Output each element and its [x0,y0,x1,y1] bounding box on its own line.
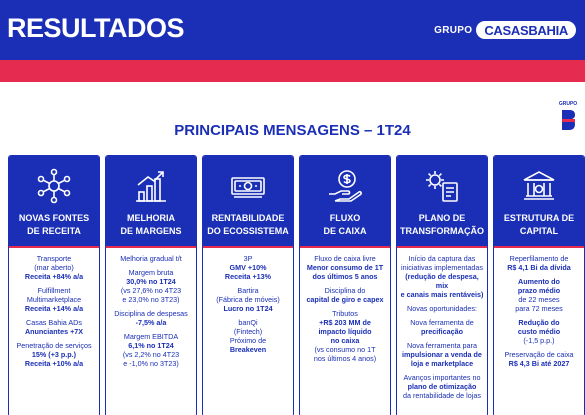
card-item-line: banQi [238,318,258,327]
card-item [12,254,96,281]
card-item-line: R$ 4,3 Bi até 2027 [508,359,570,368]
card-title-line: DE MARGENS [120,226,182,236]
card-divider [494,246,584,248]
card-item-line: (Fábrica de móveis) [216,295,280,304]
card-item [400,304,484,313]
card-item-line: Avanços importantes no [403,373,481,382]
card-item-line: custo médio [517,327,561,336]
card-title [203,212,293,238]
card-item [12,286,96,313]
gear-document-icon [424,168,460,204]
card-item [303,286,387,304]
card-item-line: Receita +84% a/a [24,272,84,281]
brand-logo [434,20,576,40]
card-item [109,254,193,263]
card-item-line: Margem bruta [128,268,174,277]
card-item-line: (Fintech) [233,327,263,336]
card-item [400,341,484,368]
card-body [109,254,193,373]
card-body [303,254,387,368]
card-title-line: CAPITAL [519,226,559,236]
card-item-line: Fluxo de caixa livre [314,254,376,263]
card-item-line: Anunciantes +7X [24,327,84,336]
brand-name: CASASBAHIA [484,22,568,38]
card-item-line: (vs consumo no 1T [314,345,376,354]
card-item [109,309,193,327]
card-item-line: Lucro no 1T24 [223,304,273,313]
card-item-line: e 23,0% no 3T23) [122,295,180,304]
card-item-line: 6,1% no 1T24 [128,341,174,350]
card-item [400,373,484,400]
card-header [106,156,196,246]
network-hub-icon [36,168,72,204]
banknote-icon [230,168,266,204]
card-item [303,254,387,281]
card-5 [396,155,488,415]
card-divider [300,246,390,248]
card-item-line: Aumento do [518,277,560,286]
card-title-line: NOVAS FONTES [18,213,90,223]
card-item-line: Nova ferramenta de [410,318,474,327]
card-item-line: R$ 4,1 Bi da dívida [507,263,571,272]
card-divider [106,246,196,248]
card-title-line: DO ECOSSISTEMA [207,226,289,236]
card-title-line: MELHORIA [127,213,175,223]
card-divider [9,246,99,248]
card-item [12,318,96,336]
bar-chart-growth-icon [133,168,169,204]
card-item-line: 30,0% no 1T24 [126,277,176,286]
card-item-line: Menor consumo de 1T [306,263,384,272]
card-item-line: Fulfillment [37,286,71,295]
card-item-line: Margem EBITDA [123,332,179,341]
card-title-line: TRANSFORMAÇÃO [400,226,484,236]
card-item-line: Nova ferramenta para [407,341,477,350]
card-title [397,212,487,238]
card-title-line: DE RECEITA [27,226,81,236]
card-item-line: Redução do [518,318,560,327]
card-title-line: ESTRUTURA DE [503,213,575,223]
accent-band [0,60,585,82]
card-item-line: loja e marketplace [410,359,474,368]
card-title [494,212,584,238]
card-item-line: impulsionar a venda de [402,350,482,359]
card-item-line: da rentabilidade de lojas [403,391,481,400]
card-item-line: (vs 2,2% no 4T23 [122,350,180,359]
card-header [300,156,390,246]
card-item-line: Reperfilamento de [509,254,569,263]
header-bar [0,0,585,60]
card-item-line: Multimarketplace [26,295,82,304]
card-2 [105,155,197,415]
brand-prefix: GRUPO [434,24,473,36]
card-item-line: 15% (+3 p.p.) [31,350,77,359]
card-header [494,156,584,246]
card-item-line: precificação [421,327,463,336]
card-item-line: dos últimos 5 anos [312,272,378,281]
card-item-line: Disciplina do [324,286,366,295]
card-item [12,341,96,368]
card-item-line: Disciplina de despesas [114,309,188,318]
card-item-line: impacto líquido [318,327,372,336]
card-item-line: (-1,5 p.p.) [523,336,555,345]
card-item-line: +R$ 203 MM de [319,318,371,327]
card-4 [299,155,391,415]
card-divider [397,246,487,248]
card-item-line: capital de giro e capex [306,295,384,304]
card-item-line: Transporte [36,254,72,263]
card-1 [8,155,100,415]
card-item-line: Início da captura das [408,254,476,263]
card-divider [203,246,293,248]
card-item-line: de 22 meses [518,295,560,304]
card-item-line: (redução de despesa, mix [405,272,479,290]
card-item-line: para 72 meses [515,304,563,313]
card-body [497,254,581,373]
card-item [497,254,581,272]
card-item-line: GMV +10% [229,263,267,272]
card-item [206,286,290,313]
card-item [497,277,581,313]
card-item [206,318,290,354]
card-body [206,254,290,359]
card-title-line: DE CAIXA [323,226,367,236]
card-item-line: Melhoria gradual t/t [120,254,182,263]
card-body [400,254,484,405]
card-title-line: PLANO DE [418,213,466,223]
building-bank-icon [521,168,557,204]
card-item [109,332,193,368]
card-item-line: prazo médio [517,286,561,295]
card-title-line: FLUXO [329,213,361,223]
card-item [497,318,581,345]
card-title [300,212,390,238]
card-title [9,212,99,238]
side-logo-label: GRUPO [558,101,578,107]
card-header [9,156,99,246]
card-item-line: Breakeven [229,345,267,354]
card-header [203,156,293,246]
card-item-line: Penetração de serviços [16,341,92,350]
card-item-line: Próximo de [229,336,267,345]
card-item-line: Bartira [237,286,259,295]
card-item-line: -7,5% a/a [135,318,167,327]
card-header [397,156,487,246]
card-item-line: Novas oportunidades: [407,304,477,313]
card-item-line: Receita +14% a/a [24,304,84,313]
card-item-line: Preservação de caixa [504,350,574,359]
card-item [400,254,484,299]
card-item-line: Tributos [332,309,358,318]
card-item [109,268,193,304]
card-6 [493,155,585,415]
card-item [497,350,581,368]
card-item [206,254,290,281]
card-item-line: Receita +10% a/a [24,359,84,368]
card-item-line: plano de otimização [407,382,477,391]
card-item-line: no caixa [330,336,360,345]
card-item [303,309,387,363]
card-title-line: RENTABILIDADE [211,213,285,223]
card-item-line: e -1,0% no 3T23) [123,359,179,368]
card-body [12,254,96,373]
money-hand-icon [327,168,363,204]
card-item-line: (mar aberto) [34,263,74,272]
card-item [400,318,484,336]
page-title: RESULTADOS [7,13,184,43]
brand-pill [476,21,576,39]
card-title [106,212,196,238]
section-title: PRINCIPAIS MENSAGENS – 1T24 [174,122,411,139]
card-item-line: (vs 27,6% no 4T23 [120,286,182,295]
card-item-line: iniciativas implementadas [401,263,483,272]
card-3 [202,155,294,415]
card-item-line: nos últimos 4 anos) [313,354,377,363]
card-item-line: e canais mais rentáveis) [400,290,484,299]
card-item-line: Receita +13% [224,272,272,281]
card-item-line: 3P [243,254,253,263]
card-item-line: Casas Bahia ADs [26,318,82,327]
